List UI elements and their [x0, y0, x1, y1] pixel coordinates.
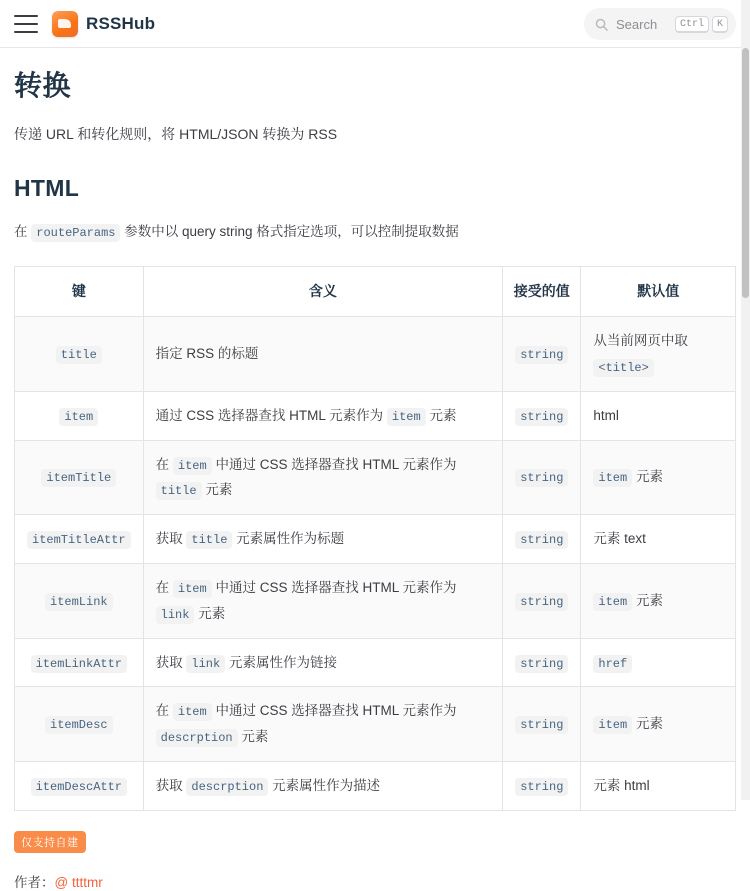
author-label: 作者： [14, 874, 55, 890]
cell-default-value: item 元素 [581, 563, 736, 638]
table-row [15, 761, 736, 810]
status-badge: 仅支持自建 [14, 831, 86, 853]
hamburger-icon[interactable] [14, 15, 38, 33]
inline-code: item [173, 703, 212, 721]
cell-meaning: 指定 RSS 的标题 [143, 317, 503, 391]
accepted-value-code: string [515, 531, 568, 549]
section-desc-post: 参数中以 query string 格式指定选项，可以控制提取数据 [120, 224, 459, 240]
accepted-value-code: string [515, 408, 568, 426]
main-content [0, 48, 750, 811]
scrollbar-thumb[interactable] [742, 48, 749, 298]
cell-default-value: 元素 text [581, 515, 736, 564]
cell-key [15, 440, 144, 515]
column-header-accept: 接受的值 [503, 267, 581, 317]
section-title-html: HTML [14, 175, 80, 202]
page-description: 传递 URL 和转化规则，将 HTML/JSON 转换为 RSS [14, 126, 338, 142]
rsshub-logo-icon [52, 11, 78, 37]
table-row [15, 687, 736, 762]
inline-code: link [186, 655, 225, 673]
table-row [15, 563, 736, 638]
cell-key [15, 563, 144, 638]
search-icon [594, 17, 609, 32]
table-row [15, 391, 736, 440]
author-link[interactable]: @ ttttmr [54, 874, 103, 890]
search-placeholder: Search [616, 16, 658, 32]
cell-meaning: 通过 CSS 选择器查找 HTML 元素作为 item 元素 [143, 391, 503, 440]
cell-key [15, 638, 144, 687]
table-row [15, 440, 736, 515]
inline-code: <title> [593, 359, 653, 377]
inline-code: href [593, 655, 632, 673]
inline-code: link [156, 606, 195, 624]
table-row [15, 317, 736, 391]
table-head [15, 267, 736, 317]
kbd-k: K [712, 16, 728, 33]
brand-title: RSSHub [86, 13, 156, 33]
search-shortcut [675, 16, 728, 33]
author-row [0, 853, 750, 891]
cell-key [15, 317, 144, 391]
section-desc-pre: 在 [14, 224, 32, 240]
accepted-value-code: string [515, 346, 568, 364]
table-row [15, 515, 736, 564]
cell-meaning: 获取 descrption 元素属性作为描述 [143, 761, 503, 810]
cell-key [15, 391, 144, 440]
inline-code: item [173, 580, 212, 598]
table-header-row [15, 267, 736, 317]
inline-code: descrption [156, 729, 238, 747]
column-header-meaning: 含义 [143, 267, 503, 317]
cell-accepted-value [503, 563, 581, 638]
cell-key [15, 761, 144, 810]
route-params-code: routeParams [31, 224, 120, 242]
key-code: itemLink [45, 593, 113, 611]
cell-default-value: item 元素 [581, 440, 736, 515]
cell-accepted-value [503, 687, 581, 762]
cell-key [15, 515, 144, 564]
column-header-key: 键 [15, 267, 144, 317]
inline-code: title [156, 482, 202, 500]
inline-code: descrption [186, 778, 268, 796]
kbd-ctrl: Ctrl [675, 16, 709, 33]
cell-accepted-value [503, 440, 581, 515]
inline-code: item [593, 593, 632, 611]
key-code: itemLinkAttr [31, 655, 127, 673]
cell-meaning: 获取 link 元素属性作为链接 [143, 638, 503, 687]
accepted-value-code: string [515, 469, 568, 487]
brand-link[interactable] [52, 11, 155, 37]
cell-accepted-value [503, 317, 581, 391]
cell-default-value: item 元素 [581, 687, 736, 762]
key-code: itemDescAttr [31, 778, 127, 796]
key-code: itemDesc [45, 716, 113, 734]
accepted-value-code: string [515, 593, 568, 611]
cell-meaning: 在 item 中通过 CSS 选择器查找 HTML 元素作为 title 元素 [143, 440, 503, 515]
cell-key [15, 687, 144, 762]
accepted-value-code: string [515, 716, 568, 734]
cell-default-value: html [581, 391, 736, 440]
key-code: itemTitleAttr [27, 531, 131, 549]
cell-accepted-value [503, 515, 581, 564]
table-row [15, 638, 736, 687]
inline-code: item [173, 457, 212, 475]
accepted-value-code: string [515, 778, 568, 796]
table-body [15, 317, 736, 810]
inline-code: item [593, 469, 632, 487]
cell-default-value: 元素 html [581, 761, 736, 810]
support-badge-row [0, 811, 750, 853]
accepted-value-code: string [515, 655, 568, 673]
inline-code: item [387, 408, 426, 426]
page-scrollbar[interactable] [741, 0, 750, 800]
cell-accepted-value [503, 391, 581, 440]
page-title: 转换 [14, 70, 72, 101]
cell-meaning: 在 item 中通过 CSS 选择器查找 HTML 元素作为 link 元素 [143, 563, 503, 638]
inline-code: title [186, 531, 232, 549]
top-navbar [0, 0, 750, 48]
cell-accepted-value [503, 761, 581, 810]
cell-default-value [581, 638, 736, 687]
section-description [14, 221, 736, 244]
params-table [14, 266, 736, 810]
inline-code: item [593, 716, 632, 734]
cell-accepted-value [503, 638, 581, 687]
cell-meaning: 获取 title 元素属性作为标题 [143, 515, 503, 564]
cell-meaning: 在 item 中通过 CSS 选择器查找 HTML 元素作为 descrption 元素 [143, 687, 503, 762]
key-code: item [59, 408, 98, 426]
column-header-default: 默认值 [581, 267, 736, 317]
search-input[interactable] [584, 8, 736, 40]
key-code: itemTitle [41, 469, 116, 487]
cell-default-value: 从当前网页中取 <title> [581, 317, 736, 391]
key-code: title [56, 346, 102, 364]
